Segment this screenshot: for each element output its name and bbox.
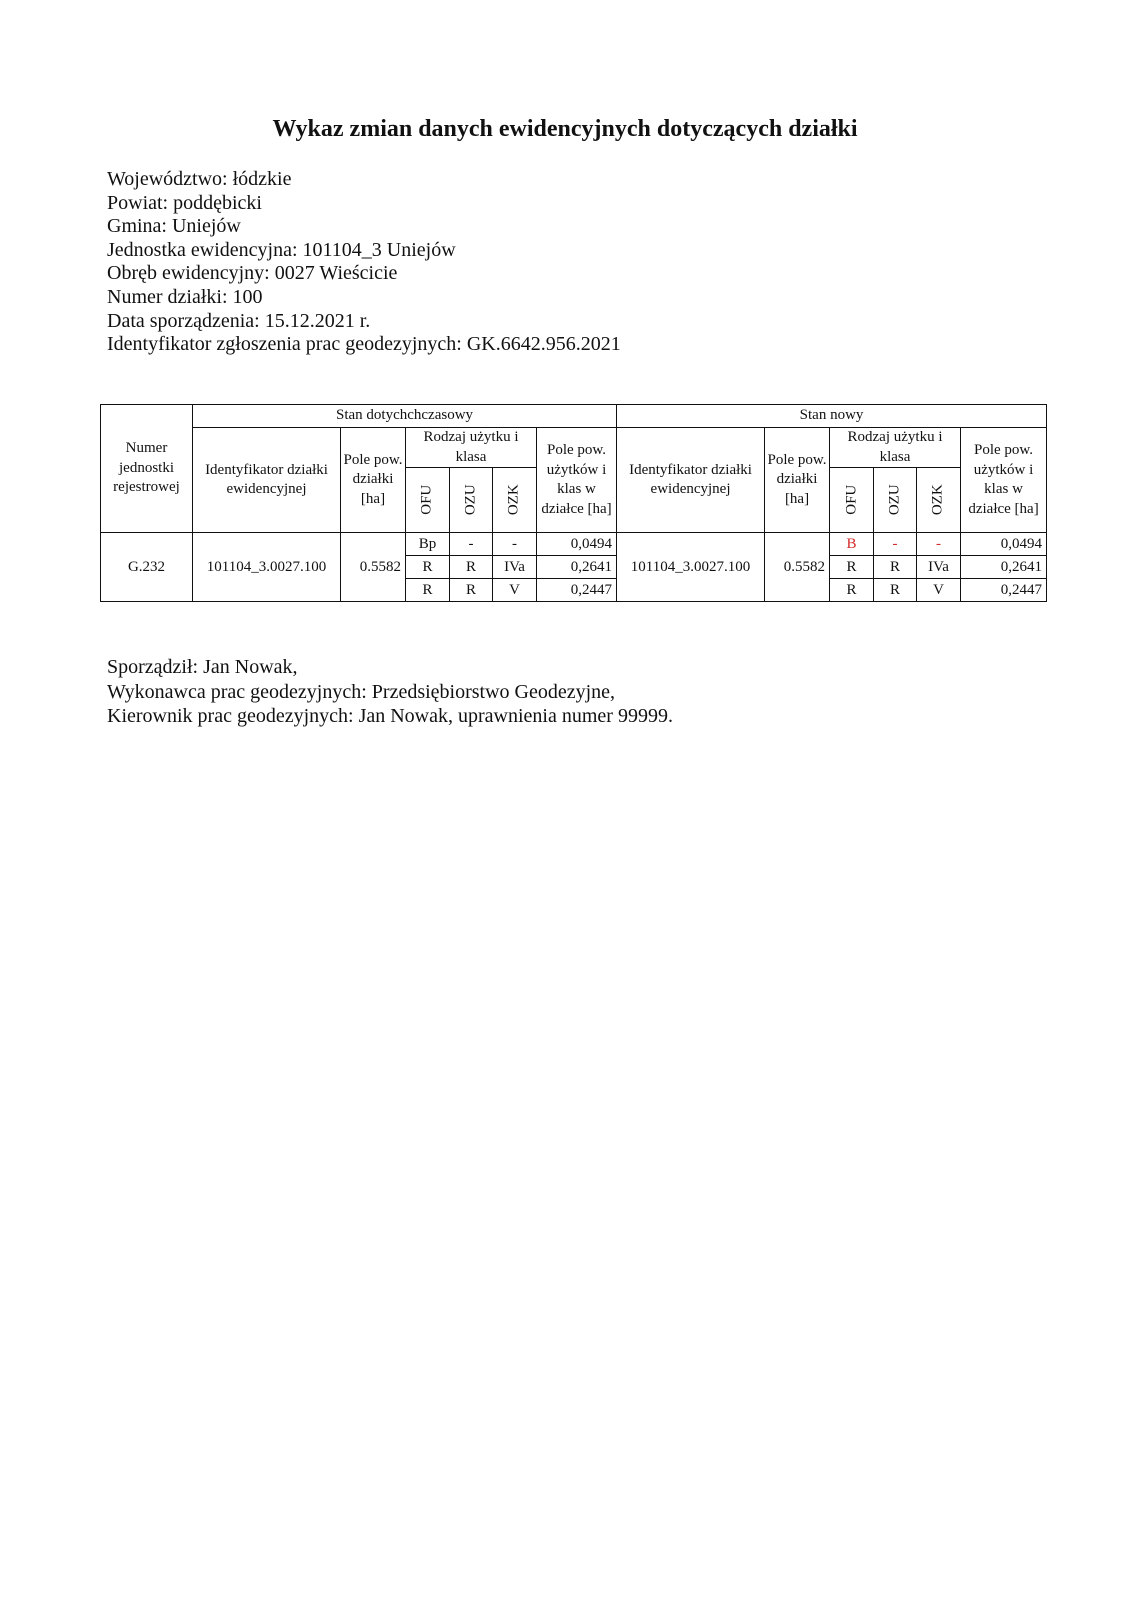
new-ozk-cell: IVa bbox=[917, 556, 961, 579]
header-new-parcel-area: Pole pow. działki [ha] bbox=[765, 428, 830, 533]
header-old-ozk-label: OZK bbox=[505, 484, 522, 516]
header-old-ozu bbox=[450, 468, 493, 533]
header-new-land-use-area: Pole pow. użytków i klas w działce [ha] bbox=[961, 428, 1047, 533]
header-old-parcel-id: Identyfikator działki ewidencyjnej bbox=[193, 428, 341, 533]
preparation-date-line: Data sporządzenia: 15.12.2021 r. bbox=[107, 309, 371, 332]
new-ozk-cell: V bbox=[917, 579, 961, 602]
header-new-state: Stan nowy bbox=[617, 405, 1047, 428]
header-old-ozk bbox=[493, 468, 537, 533]
header-new-ozk-label: OZK bbox=[929, 484, 946, 516]
header-new-ofu-label: OFU bbox=[842, 484, 859, 516]
parcel-metadata bbox=[107, 168, 621, 357]
new-ozu-cell-changed: - bbox=[874, 533, 917, 556]
header-new-ozu bbox=[874, 468, 917, 533]
changes-table bbox=[100, 404, 1047, 602]
old-area-cell: 0,2641 bbox=[537, 556, 617, 579]
new-area-cell: 0,0494 bbox=[961, 533, 1047, 556]
header-old-ofu-label: OFU bbox=[418, 484, 435, 516]
old-ozu-cell: R bbox=[450, 556, 493, 579]
signature-block bbox=[107, 655, 673, 729]
old-ozk-cell: - bbox=[493, 533, 537, 556]
header-new-ozk bbox=[917, 468, 961, 533]
new-parcel-id: 101104_3.0027.100 bbox=[617, 533, 765, 602]
new-ofu-cell: R bbox=[830, 579, 874, 602]
header-new-ozu-label: OZU bbox=[886, 484, 903, 516]
registry-unit-number: G.232 bbox=[101, 533, 193, 602]
header-previous-state: Stan dotychchczasowy bbox=[193, 405, 617, 428]
new-ofu-cell: R bbox=[830, 556, 874, 579]
registry-unit-line: Jednostka ewidencyjna: 101104_3 Uniejów bbox=[107, 238, 456, 261]
old-ofu-cell: R bbox=[406, 579, 450, 602]
new-ozu-cell: R bbox=[874, 556, 917, 579]
header-new-parcel-id: Identyfikator działki ewidencyjnej bbox=[617, 428, 765, 533]
work-notification-id-line: Identyfikator zgłoszenia prac geodezyjnych: GK.6642.956.2021 bbox=[107, 333, 621, 356]
table-row bbox=[101, 533, 1047, 556]
voivodeship-line: Województwo: łódzkie bbox=[107, 168, 292, 190]
registry-precinct-line: Obręb ewidencyjny: 0027 Wieścicie bbox=[107, 262, 398, 285]
header-registry-unit-number: Numer jednostki rejestrowej bbox=[101, 405, 193, 533]
old-area-cell: 0,2447 bbox=[537, 579, 617, 602]
new-parcel-area: 0.5582 bbox=[765, 533, 830, 602]
new-area-cell: 0,2641 bbox=[961, 556, 1047, 579]
old-parcel-area: 0.5582 bbox=[341, 533, 406, 602]
new-area-cell: 0,2447 bbox=[961, 579, 1047, 602]
header-new-land-use-class: Rodzaj użytku i klasa bbox=[830, 428, 961, 468]
commune-line: Gmina: Uniejów bbox=[107, 215, 241, 238]
header-new-ofu bbox=[830, 468, 874, 533]
parcel-number-line: Numer działki: 100 bbox=[107, 285, 263, 308]
header-old-ofu bbox=[406, 468, 450, 533]
contractor-line: Wykonawca prac geodezyjnych: Przedsiębiorstwo Geodezyjne, bbox=[107, 680, 616, 703]
old-ofu-cell: R bbox=[406, 556, 450, 579]
header-old-ozu-label: OZU bbox=[462, 484, 479, 516]
prepared-by-line: Sporządził: Jan Nowak, bbox=[107, 656, 298, 678]
header-old-land-use-class: Rodzaj użytku i klasa bbox=[406, 428, 537, 468]
new-ozu-cell: R bbox=[874, 579, 917, 602]
old-area-cell: 0,0494 bbox=[537, 533, 617, 556]
page-title: Wykaz zmian danych ewidencyjnych dotyczących działki bbox=[272, 116, 858, 142]
old-ofu-cell: Bp bbox=[406, 533, 450, 556]
header-old-land-use-area: Pole pow. użytków i klas w działce [ha] bbox=[537, 428, 617, 533]
work-manager-line: Kierownik prac geodezyjnych: Jan Nowak, uprawnienia numer 99999. bbox=[107, 705, 673, 727]
old-parcel-id: 101104_3.0027.100 bbox=[193, 533, 341, 602]
old-ozu-cell: R bbox=[450, 579, 493, 602]
old-ozk-cell: V bbox=[493, 579, 537, 602]
header-old-parcel-area: Pole pow. działki [ha] bbox=[341, 428, 406, 533]
new-ofu-cell-changed: B bbox=[830, 533, 874, 556]
new-ozk-cell-changed: - bbox=[917, 533, 961, 556]
county-line: Powiat: poddębicki bbox=[107, 191, 262, 214]
old-ozu-cell: - bbox=[450, 533, 493, 556]
old-ozk-cell: IVa bbox=[493, 556, 537, 579]
